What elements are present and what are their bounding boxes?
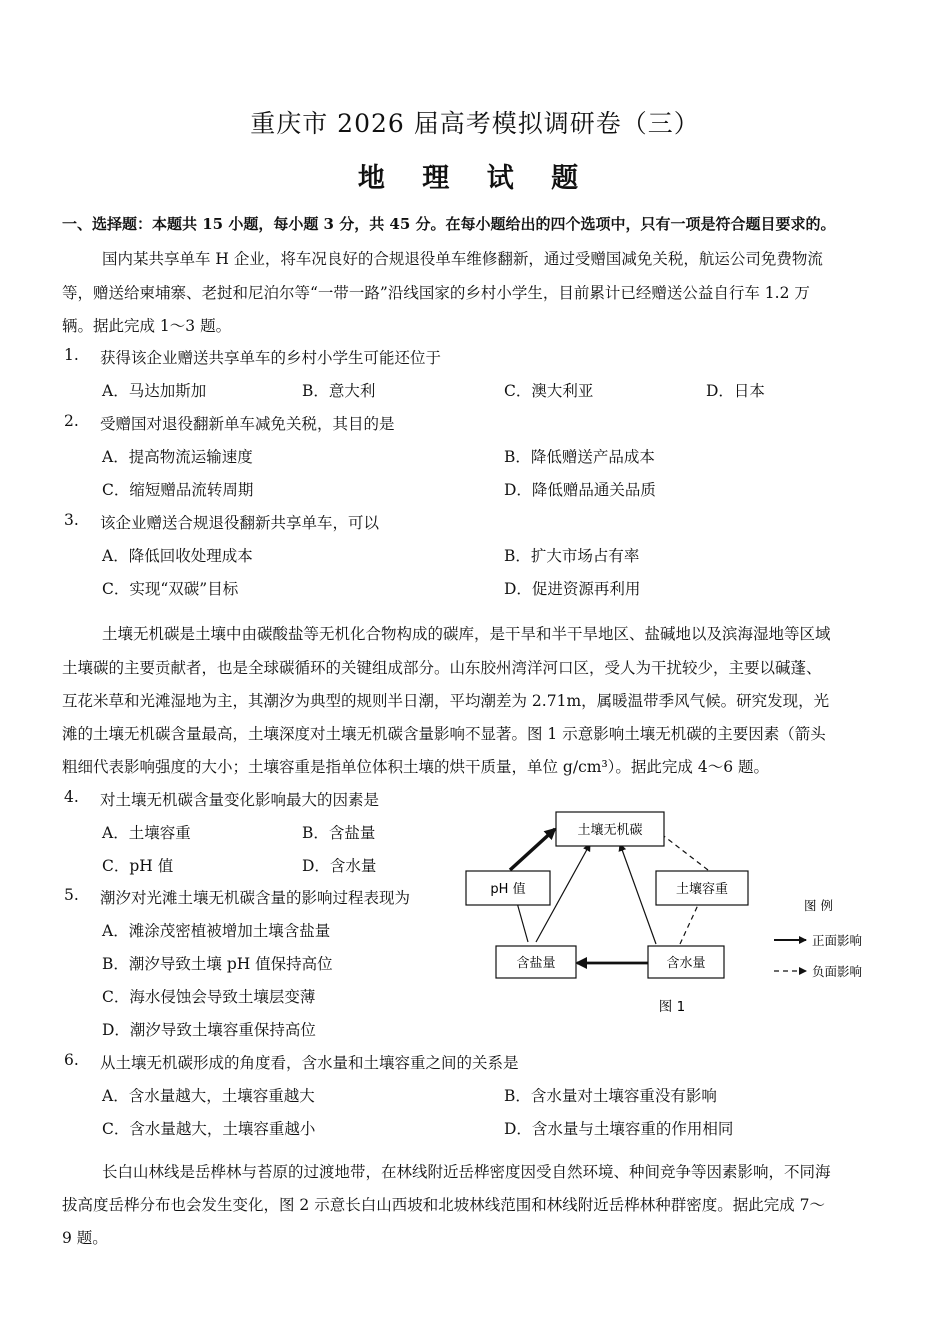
legend-negative-label: 负面影响: [812, 964, 863, 979]
passage2-line: 土壤碳的主要贡献者，也是全球碳循环的关键组成部分。山东胶州湾洋河口区，受人为干扰较少，主要以碱蓬、: [62, 659, 822, 677]
option-b[interactable]: B．降低赠送产品成本: [504, 448, 655, 466]
question-number: 3.: [64, 511, 79, 529]
option-c[interactable]: C．含水量越大，土壤容重越小: [102, 1120, 316, 1138]
legend-title: 图 例: [804, 898, 833, 913]
node-label: 含盐量: [516, 956, 556, 971]
passage3-line: 9 题。: [62, 1229, 108, 1247]
option-c[interactable]: C．澳大利亚: [504, 382, 594, 400]
option-b[interactable]: B．含盐量: [302, 824, 376, 842]
option-a[interactable]: A．含水量越大，土壤容重越大: [102, 1087, 315, 1105]
option-a[interactable]: A．土壤容重: [102, 824, 191, 842]
passage1-line: 辆。据此完成 1～3 题。: [62, 317, 232, 335]
option-d[interactable]: D．含水量: [302, 857, 377, 875]
passage1-line: 等，赠送给柬埔寨、老挝和尼泊尔等“一带一路”沿线国家的乡村小学生，目前累计已经赠送公益自行车 1.2 万: [62, 284, 810, 302]
question-stem: 对土壤无机碳含量变化影响最大的因素是: [100, 791, 380, 809]
question-number: 2.: [64, 412, 79, 430]
passage1-line: 国内某共享单车 H 企业，将车况良好的合规退役单车维修翻新，通过受赠国减免关税，航运公司免费物流: [102, 250, 823, 268]
exam-title: 重庆市 2026 届高考模拟调研卷（三）: [250, 109, 700, 138]
question-stem: 受赠国对退役翻新单车减免关税，其目的是: [100, 415, 395, 433]
question-stem: 从土壤无机碳形成的角度看，含水量和土壤容重之间的关系是: [100, 1054, 519, 1072]
node-label: pH 值: [490, 882, 526, 897]
section-heading: 一、选择题：本题共 15 小题，每小题 3 分，共 45 分。在每小题给出的四个选项中，只有一项是符合题目要求的。: [62, 215, 836, 233]
option-d[interactable]: D．潮汐导致土壤容重保持高位: [102, 1021, 316, 1039]
option-d[interactable]: D．含水量与土壤容重的作用相同: [504, 1120, 734, 1138]
passage2-line: 互花米草和光滩湿地为主，其潮汐为典型的规则半日潮，平均潮差为 2.71m，属暖温带季风气候。研究发现，光: [62, 692, 830, 710]
option-c[interactable]: C．pH 值: [102, 857, 174, 875]
question-number: 5.: [64, 886, 79, 904]
question-stem: 潮汐对光滩土壤无机碳含量的影响过程表现为: [100, 889, 411, 907]
arrow-ph-to-carbon: [510, 829, 555, 870]
passage2-line: 土壤无机碳是土壤中由碳酸盐等无机化合物构成的碳库，是干旱和半干旱地区、盐碱地以及滨海湿地等区域: [102, 625, 831, 643]
question-stem: 获得该企业赠送共享单车的乡村小学生可能还位于: [100, 349, 442, 367]
option-c[interactable]: C．实现“双碳”目标: [102, 580, 239, 598]
passage2-line: 滩的土壤无机碳含量最高，土壤深度对土壤无机碳含量影响不显著。图 1 示意影响土壤无机碳的主要因素（箭头: [62, 725, 826, 743]
arrow-water-to-carbon: [620, 844, 656, 944]
passage2-line: 粗细代表影响强度的大小；土壤容重是指单位体积土壤的烘干质量，单位 g/cm³）。据此完成 4～6 题。: [62, 758, 769, 776]
option-d[interactable]: D．日本: [706, 382, 765, 400]
question-number: 4.: [64, 788, 79, 806]
question-number: 1.: [64, 346, 79, 364]
node-label: 土壤容重: [675, 882, 729, 897]
question-number: 6.: [64, 1051, 79, 1069]
node-label: 土壤无机碳: [577, 823, 643, 838]
figure-caption: 图 1: [658, 999, 686, 1015]
option-d[interactable]: D．促进资源再利用: [504, 580, 641, 598]
option-c[interactable]: C．缩短赠品流转周期: [102, 481, 254, 499]
option-a[interactable]: A．提高物流运输速度: [102, 448, 253, 466]
passage3-line: 长白山林线是岳桦林与苔原的过渡地带，在林线附近岳桦密度因受自然环境、种间竞争等因素影响，不同海: [102, 1163, 831, 1181]
option-b[interactable]: B．含水量对土壤容重没有影响: [504, 1087, 717, 1105]
passage3-line: 拔高度岳桦分布也会发生变化，图 2 示意长白山西坡和北坡林线范围和林线附近岳桦林种群密度。据此完成 7～: [62, 1196, 826, 1214]
node-label: 含水量: [666, 956, 706, 971]
option-a[interactable]: A．滩涂茂密植被增加土壤含盐量: [102, 922, 331, 940]
figure1-diagram: [460, 800, 900, 1030]
legend-positive-label: 正面影响: [812, 933, 863, 948]
option-a[interactable]: A．降低回收处理成本: [102, 547, 253, 565]
option-c[interactable]: C．海水侵蚀会导致土壤层变薄: [102, 988, 316, 1006]
option-b[interactable]: B．潮汐导致土壤 pH 值保持高位: [102, 955, 333, 973]
option-d[interactable]: D．降低赠品通关品质: [504, 481, 656, 499]
subject-title: 地 理 试 题: [357, 163, 593, 194]
option-b[interactable]: B．扩大市场占有率: [504, 547, 640, 565]
option-a[interactable]: A．马达加斯加: [102, 382, 207, 400]
question-stem: 该企业赠送合规退役翻新共享单车，可以: [100, 514, 380, 532]
option-b[interactable]: B．意大利: [302, 382, 376, 400]
